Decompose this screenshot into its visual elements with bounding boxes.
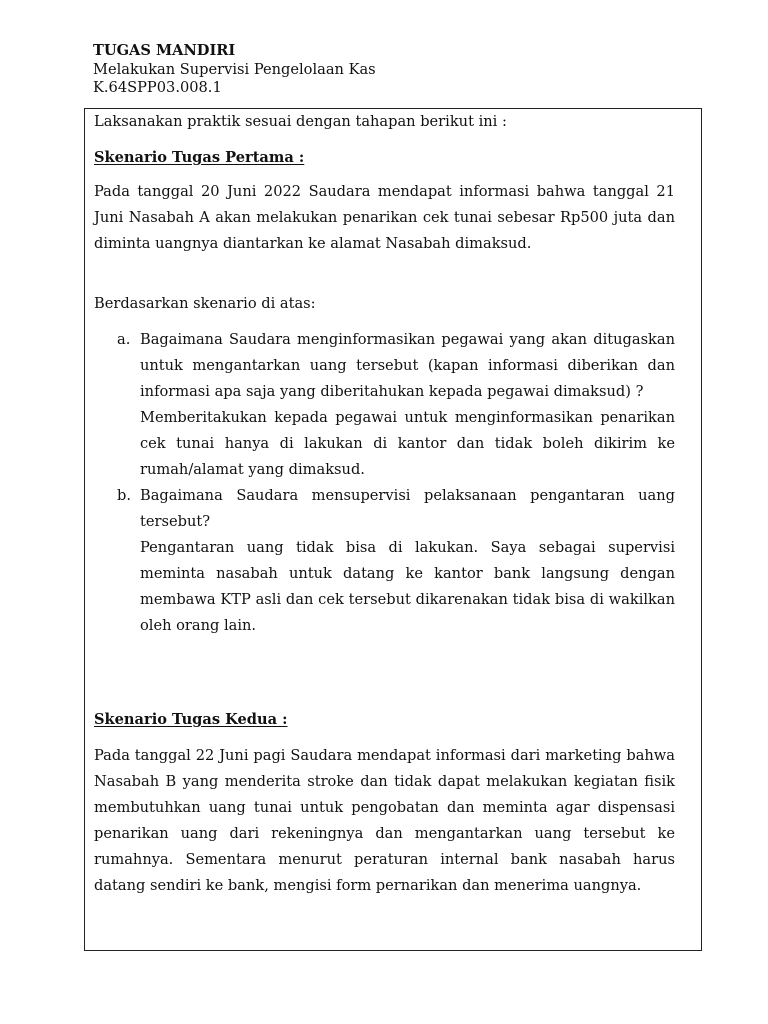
document-header <box>93 42 376 98</box>
scenario-1-questions <box>94 327 675 639</box>
scenario-1-lead: Berdasarkan skenario di atas: <box>94 295 316 312</box>
document-subtitle: Melakukan Supervisi Pengelolaan Kas <box>93 60 376 78</box>
instruction-text: Laksanakan praktik sesuai dengan tahapan berikut ini : <box>94 113 507 130</box>
scenario-2-heading: Skenario Tugas Kedua : <box>94 711 288 728</box>
task-box <box>84 108 702 951</box>
question-marker: a. <box>117 331 131 348</box>
scenario-1-heading: Skenario Tugas Pertama : <box>94 149 305 166</box>
answer-text: Memberitakukan kepada pegawai untuk menginformasikan penarikan cek tunai hanya di lakukan di kantor dan tidak boleh dikirim ke rumah/alamat yang dimaksud. <box>140 409 675 478</box>
question-item-a <box>94 327 675 483</box>
question-text: Bagaimana Saudara mensupervisi pelaksanaan pengantaran uang tersebut? <box>140 487 675 530</box>
scenario-1-text: Pada tanggal 20 Juni 2022 Saudara mendapat informasi bahwa tanggal 21 Juni Nasabah A akan melakukan penarikan cek tunai sebesar Rp500 juta dan diminta uangnya diantarkan ke alamat Nasabah dimaksud. <box>94 183 675 252</box>
question-text: Bagaimana Saudara menginformasikan pegawai yang akan ditugaskan untuk mengantarkan uang tersebut (kapan informasi diberikan dan informasi apa saja yang diberitahukan kepada pegawai dimaksud) ? <box>140 331 675 400</box>
document-code: K.64SPP03.008.1 <box>93 79 222 96</box>
question-item-b <box>94 483 675 639</box>
answer-text: Pengantaran uang tidak bisa di lakukan. Saya sebagai supervisi meminta nasabah untuk datang ke kantor bank langsung dengan membawa KTP asli dan cek tersebut dikarenakan tidak bisa di wakilkan oleh orang lain. <box>140 539 675 634</box>
scenario-2-text: Pada tanggal 22 Juni pagi Saudara mendapat informasi dari marketing bahwa Nasabah B yang menderita stroke dan tidak dapat melakukan kegiatan fisik membutuhkan uang tunai untuk pengobatan dan meminta agar dispensasi penarikan uang dari rekeningnya dan mengantarkan uang tersebut ke rumahnya. Sementara menurut peraturan internal bank nasabah harus datang sendiri ke bank, mengisi form pernarikan dan menerima uangnya. <box>94 747 675 894</box>
question-marker: b. <box>117 487 131 504</box>
document-title: TUGAS MANDIRI <box>93 42 236 59</box>
